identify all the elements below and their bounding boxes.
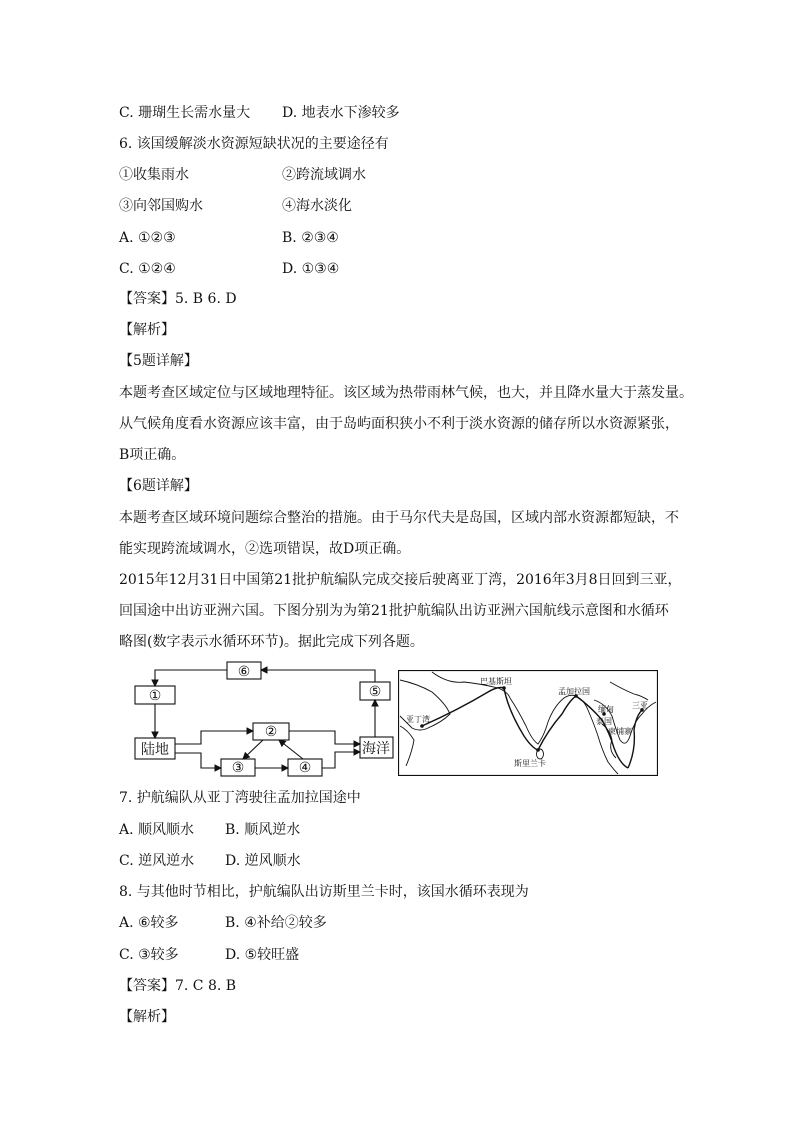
q5-detail-p1: 本题考查区域定位与区域地理特征。该区域为热带雨林气候，也大，并且降水量大于蒸发量。 (119, 385, 693, 401)
node-1-label: ① (148, 688, 162, 704)
node-2-label: ② (264, 724, 278, 740)
q5-detail-p2: 从气候角度看水资源应该丰富，由于岛屿面积狭小不利于淡水资源的储存所以水资源紧张， (119, 416, 679, 432)
q7-option-a: A. 顺风顺水 (119, 822, 195, 838)
question-8: 8. 与其他时节相比，护航编队出访斯里兰卡时，该国水循环表现为 (119, 884, 529, 900)
intro-p3: 略图(数字表示水循环环节)。据此完成下列各题。 (119, 634, 424, 650)
q6-option-b: B. ②③④ (282, 230, 339, 246)
node-5-label: ⑤ (368, 684, 382, 700)
question-7: 7. 护航编队从亚丁湾驶往孟加拉国途中 (119, 790, 361, 806)
q6-detail-p1: 本题考查区域环境问题综合整治的措施。由于马尔代夫是岛国，区域内部水资源都短缺，不 (119, 510, 679, 526)
map-label-bangladesh: 孟加拉国 (558, 687, 590, 696)
q7-option-d: D. 逆风顺水 (225, 853, 301, 869)
q6-option-a: A. ①②③ (119, 230, 176, 246)
q5-option-d: D. 地表水下渗较多 (282, 105, 400, 121)
analysis-heading-2: 【解析】 (119, 1009, 175, 1025)
map-label-pakistan: 巴基斯坦 (480, 677, 512, 686)
q5-detail-p3: B项正确。 (119, 447, 186, 463)
analysis-heading-1: 【解析】 (119, 322, 175, 338)
water-cycle-diagram (125, 658, 400, 782)
map-label-cambodia: 柬埔寨 (608, 727, 632, 736)
q5-option-c: C. 珊瑚生长需水量大 (119, 105, 251, 121)
route-map (398, 670, 658, 776)
node-6-label: ⑥ (237, 664, 251, 680)
map-label-srilanka: 斯里兰卡 (514, 759, 546, 768)
q7-option-c: C. 逆风逆水 (119, 853, 195, 869)
q6-option-d: D. ①③④ (282, 261, 340, 277)
intro-p2: 回国途中出访亚洲六国。下图分别为为第21批护航编队出访亚洲六国航线示意图和水循环 (119, 603, 669, 619)
q8-option-d: D. ⑤较旺盛 (225, 947, 300, 963)
node-4-label: ④ (298, 760, 312, 776)
map-label-myanmar: 缅甸 (598, 705, 614, 714)
q8-option-b: B. ④补给②较多 (225, 915, 327, 931)
q6-item-4: ④海水淡化 (282, 198, 352, 214)
q6-item-1: ①收集雨水 (119, 167, 189, 183)
intro-p1: 2015年12月31日中国第21批护航编队完成交接后驶离亚丁湾，2016年3月8日回到三亚， (119, 572, 682, 588)
q6-item-2: ②跨流域调水 (282, 167, 366, 183)
q7-option-b: B. 顺风逆水 (225, 822, 301, 838)
q6-option-c: C. ①②④ (119, 261, 176, 277)
q5-detail-heading: 【5题详解】 (119, 353, 198, 369)
map-label-sanya: 三亚 (632, 701, 648, 710)
map-label-aden: 亚丁湾 (406, 715, 430, 724)
q6-detail-heading: 【6题详解】 (119, 478, 198, 494)
map-label-thailand: 泰国 (596, 717, 612, 726)
question-6: 6. 该国缓解淡水资源短缺状况的主要途径有 (119, 136, 389, 152)
q8-option-a: A. ⑥较多 (119, 915, 179, 931)
answer-7-8: 【答案】7. C 8. B (119, 978, 237, 994)
q6-item-3: ③向邻国购水 (119, 198, 203, 214)
q6-detail-p2: 能实现跨流域调水，②选项错误，故D项正确。 (119, 541, 411, 557)
node-3-label: ③ (231, 760, 245, 776)
ocean-label: 海洋 (362, 741, 390, 757)
answer-5-6: 【答案】5. B 6. D (119, 291, 237, 307)
q8-option-c: C. ③较多 (119, 947, 179, 963)
land-label: 陆地 (141, 742, 169, 758)
